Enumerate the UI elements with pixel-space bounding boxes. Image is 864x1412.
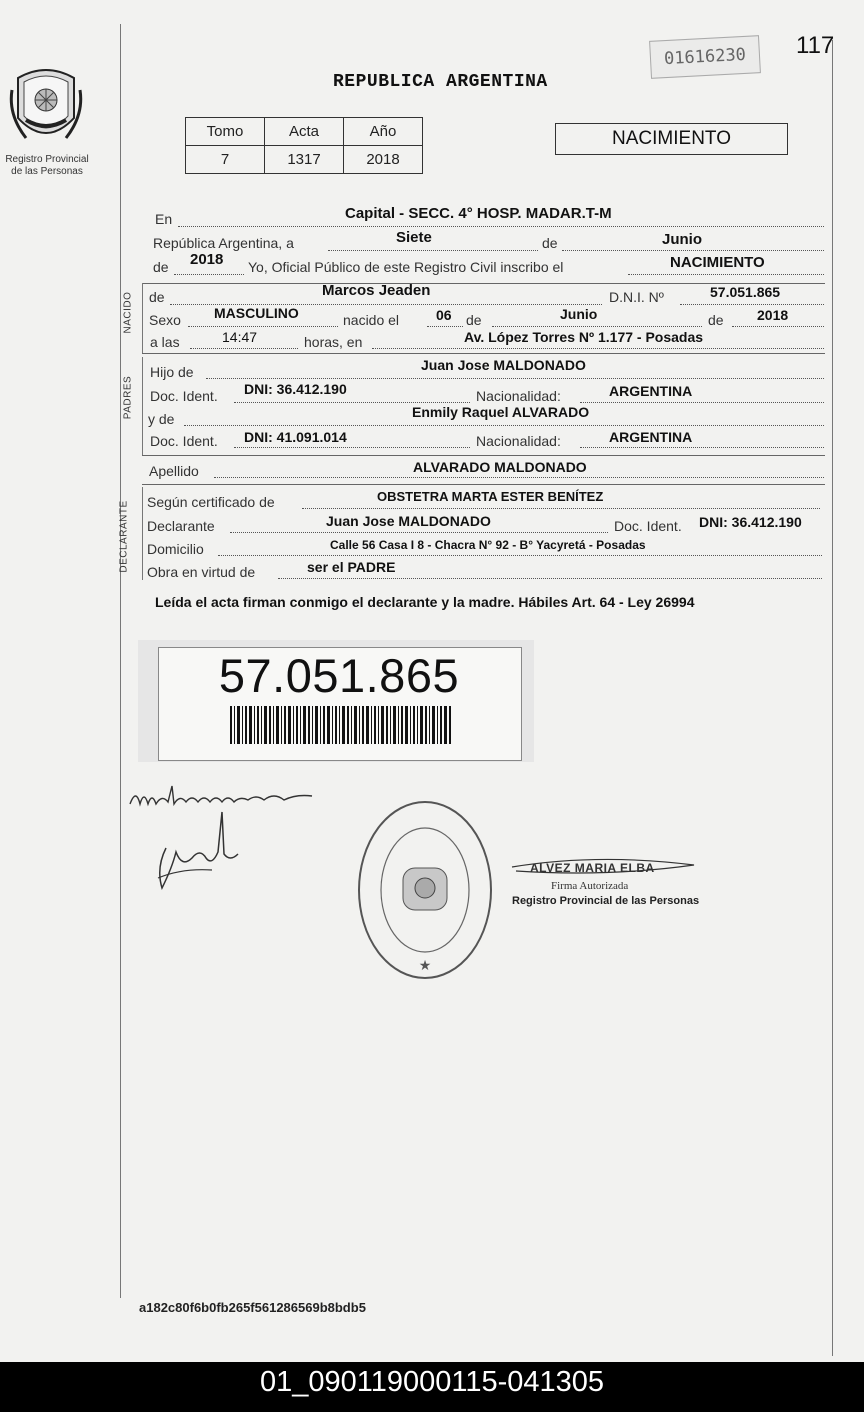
- mother-doc-line: [234, 447, 470, 448]
- declarante-line: [230, 532, 608, 533]
- nacido-el-label: nacido el: [343, 312, 400, 328]
- dni-card-number: 57.051.865: [218, 649, 460, 702]
- y-de-label: y de: [148, 411, 175, 427]
- act-line: [628, 274, 824, 275]
- value-anio: 2018: [344, 146, 423, 174]
- horas-label: horas, en: [304, 334, 363, 350]
- mother-doc-label: Doc. Ident.: [150, 433, 218, 449]
- mother-doc: DNI: 41.091.014: [244, 429, 347, 445]
- sexo-label: Sexo: [149, 312, 181, 328]
- father-name: Juan Jose MALDONADO: [421, 357, 586, 373]
- registry-provincial-label: Registro Provincial de las Personas: [5, 154, 89, 177]
- misiones-emblem-icon: [8, 60, 84, 152]
- month-value: Junio: [662, 231, 702, 248]
- de-label-1: de: [542, 235, 558, 251]
- declarante-doc-label: Doc. Ident.: [614, 518, 682, 534]
- child-sex: MASCULINO: [214, 305, 299, 321]
- mother-nationality-label: Nacionalidad:: [476, 433, 561, 449]
- document-hash: a182c80f6b0fb265f561286569b8bdb5: [139, 1300, 366, 1315]
- apellido-bottom-rule: [142, 484, 825, 485]
- nacido-bottom-rule: [142, 353, 825, 354]
- obra-line: [278, 578, 822, 579]
- act-value: NACIMIENTO: [670, 254, 765, 271]
- mother-nationality: ARGENTINA: [609, 429, 693, 445]
- father-nationality: ARGENTINA: [609, 383, 693, 399]
- month-line: [562, 250, 824, 251]
- sex-line: [188, 326, 338, 327]
- official-seal: [355, 798, 495, 987]
- year-line: [174, 274, 244, 275]
- right-border-line: [832, 40, 833, 1356]
- de-label-3: de: [466, 312, 482, 328]
- header-anio: Año: [344, 118, 423, 146]
- barcode-icon: [230, 706, 452, 749]
- birth-month: Junio: [560, 306, 598, 322]
- nacido-bracket: [142, 283, 143, 353]
- en-label: En: [155, 211, 173, 227]
- place-value: Capital - SECC. 4° HOSP. MADAR.T-M: [345, 205, 612, 222]
- a-las-label: a las: [150, 334, 180, 350]
- declarante-section-label: DECLARANTE: [118, 500, 130, 573]
- birth-place: Av. López Torres Nº 1.177 - Posadas: [464, 329, 704, 345]
- nacido-section-label: NACIDO: [122, 291, 134, 334]
- father-line: [206, 378, 824, 379]
- footer-document-id: 01_090119000115-041305: [259, 1366, 605, 1398]
- republica-label: República Argentina, a: [153, 235, 294, 251]
- father-nationality-label: Nacionalidad:: [476, 388, 561, 404]
- page-number: 117: [796, 32, 835, 59]
- father-doc-line: [234, 402, 470, 403]
- day-line: [328, 250, 538, 251]
- child-dni: 57.051.865: [710, 284, 781, 300]
- obra-value: ser el PADRE: [307, 559, 396, 575]
- padres-section-label: PADRES: [122, 375, 134, 420]
- child-name: Marcos Jeaden: [322, 282, 431, 299]
- mother-line: [184, 425, 824, 426]
- de-label-2: de: [153, 259, 169, 275]
- time-line: [190, 348, 298, 349]
- birth-time: 14:47: [222, 329, 258, 345]
- apellido-line: [214, 477, 824, 478]
- certificado-label: Según certificado de: [147, 494, 275, 510]
- certificado-value: OBSTETRA MARTA ESTER BENÍTEZ: [377, 489, 604, 504]
- header-acta: Acta: [265, 118, 344, 146]
- domicilio-value: Calle 56 Casa I 8 - Chacra N° 92 - B° Yacyretá - Posadas: [330, 538, 646, 552]
- birth-month-line: [492, 326, 702, 327]
- birth-place-line: [372, 348, 824, 349]
- certificado-line: [302, 508, 820, 509]
- mother-name: Enmily Raquel ALVARADO: [412, 404, 590, 420]
- domicilio-label: Domicilio: [147, 541, 204, 557]
- official-role: Firma Autorizada: [551, 880, 629, 892]
- act-type-box: NACIMIENTO: [555, 123, 788, 155]
- official-organization: Registro Provincial de las Personas: [512, 895, 700, 907]
- day-value: Siete: [396, 229, 432, 246]
- father-doc: DNI: 36.412.190: [244, 381, 347, 397]
- official-name: ALVEZ MARIA ELBA: [530, 861, 655, 875]
- mother-nationality-line: [580, 447, 824, 448]
- closing-statement: Leída el acta firman conmigo el declarante y la madre. Hábiles Art. 64 - Ley 26994: [155, 594, 695, 610]
- de-label-4: de: [708, 312, 724, 328]
- padres-bracket: [142, 357, 143, 455]
- apellido-label: Apellido: [149, 463, 199, 479]
- yo-text: Yo, Oficial Público de este Registro Civil inscribo el: [248, 259, 564, 275]
- left-border-line: [120, 24, 121, 1298]
- obra-label: Obra en virtud de: [147, 564, 256, 580]
- father-doc-label: Doc. Ident.: [150, 388, 218, 404]
- svg-text:★: ★: [418, 958, 432, 974]
- serial-stamp: 01616230: [649, 35, 761, 79]
- value-tomo: 7: [186, 146, 265, 174]
- place-line: [178, 226, 824, 227]
- birth-year-line: [732, 326, 824, 327]
- padres-bottom-rule: [142, 455, 825, 456]
- birth-year: 2018: [757, 307, 789, 323]
- domicilio-line: [218, 555, 822, 556]
- declarante-bracket: [142, 487, 143, 580]
- dni-line: [680, 304, 824, 305]
- hijo-de-label: Hijo de: [150, 364, 194, 380]
- page-title: REPUBLICA ARGENTINA: [333, 72, 548, 92]
- mother-signature: [152, 808, 244, 897]
- dni-label: D.N.I. Nº: [609, 289, 664, 305]
- value-acta: 1317: [265, 146, 344, 174]
- declarante-label: Declarante: [147, 518, 215, 534]
- apellido-value: ALVARADO MALDONADO: [413, 459, 587, 475]
- year-value: 2018: [190, 251, 224, 268]
- father-nationality-line: [580, 402, 824, 403]
- registry-table: [185, 117, 423, 174]
- declarante-doc: DNI: 36.412.190: [699, 514, 802, 530]
- birth-day-line: [427, 326, 463, 327]
- nacido-de-label: de: [149, 289, 165, 305]
- declarante-name: Juan Jose MALDONADO: [326, 513, 491, 529]
- header-tomo: Tomo: [186, 118, 265, 146]
- birth-day: 06: [436, 307, 452, 323]
